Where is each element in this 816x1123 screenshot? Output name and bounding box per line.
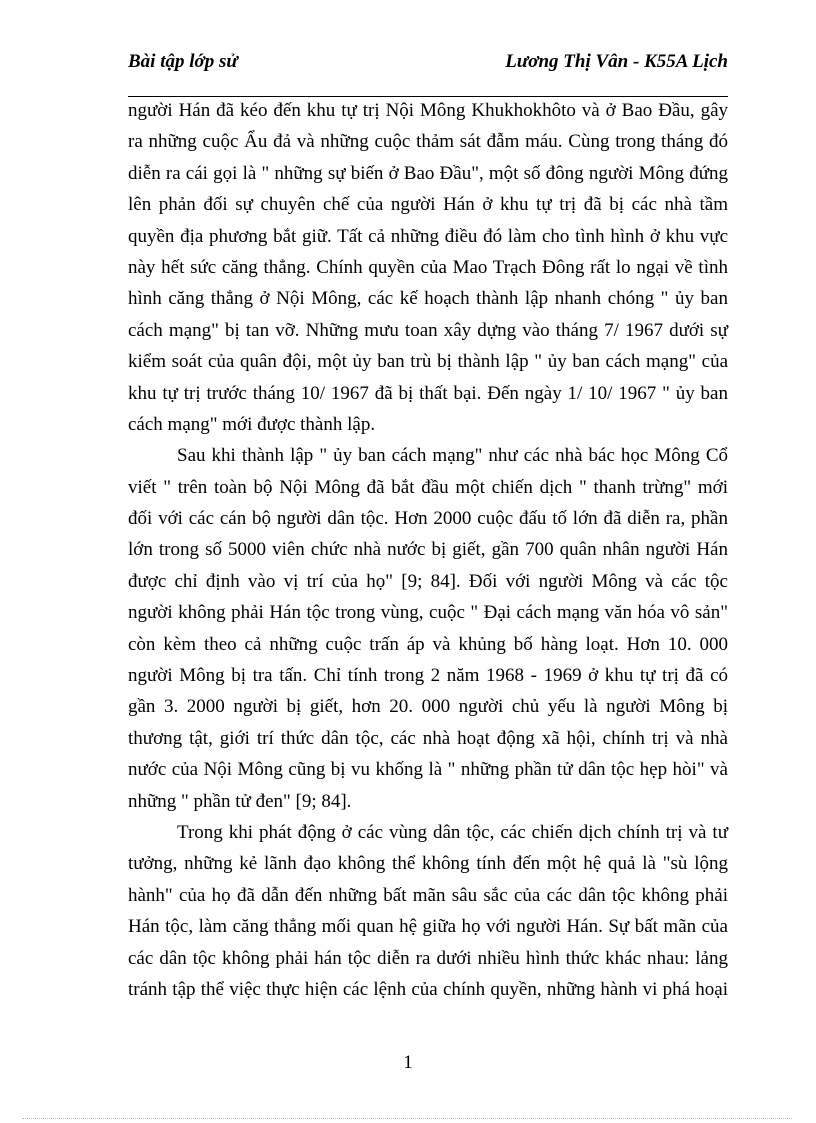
text-line: diễn ra cái gọi là " những sự biến ở Bao Đầu", một số đông người Mông đứng bbox=[128, 162, 728, 184]
text-line: tưởng, những kẻ lãnh đạo không thể không tính đến một hệ quả là "sù lộng bbox=[128, 853, 728, 875]
text-line: lớn trong số 5000 viên chức nhà nước bị giết, gần 700 quân nhân người Hán bbox=[128, 539, 728, 561]
text-line: người Mông bị tra tấn. Chỉ tính trong 2 năm 1968 - 1969 ở khu tự trị đã có bbox=[128, 665, 728, 687]
paragraph-first-line: Trong khi phát động ở các vùng dân tộc, các chiến dịch chính trị và tư bbox=[177, 821, 728, 843]
body-text bbox=[128, 95, 728, 1005]
text-line: những " phần tử đen" [9; 84]. bbox=[128, 790, 352, 812]
page-bottom-divider bbox=[22, 1118, 792, 1119]
text-line: khu tự trị trước tháng 10/ 1967 đã bị thất bại. Đến ngày 1/ 10/ 1967 " ủy ban bbox=[128, 382, 728, 404]
text-line: được chỉ định vào vị trí của họ" [9; 84]. Đối với người Mông và các tộc bbox=[128, 570, 728, 592]
text-line: còn kèm theo cả những cuộc trấn áp và khủng bố hàng loạt. Hơn 10. 000 bbox=[128, 633, 728, 655]
text-line: người Hán đã kéo đến khu tự trị Nội Mông Khukhokhôto và ở Bao Đầu, gây bbox=[128, 100, 728, 121]
text-line: đối với các cán bộ người dân tộc. Hơn 2000 cuộc đấu tố lớn đã diễn ra, phần bbox=[128, 508, 728, 530]
paragraph-first-line: Sau khi thành lập " ủy ban cách mạng" như các nhà bác học Mông Cổ bbox=[177, 445, 728, 467]
text-line: hành" của họ đã dẫn đến những bất mãn sâu sắc của các dân tộc không phải bbox=[128, 884, 728, 906]
header-right-text: Lương Thị Vân - K55A Lịch bbox=[505, 51, 728, 72]
text-line: viết " trên toàn bộ Nội Mông đã bắt đầu một chiến dịch " thanh trừng" mới bbox=[128, 476, 728, 498]
text-line: kiểm soát của quân đội, một ủy ban trù bị thành lập " ủy ban cách mạng" của bbox=[128, 351, 728, 373]
text-line: gần 3. 2000 người bị giết, hơn 20. 000 người chủ yếu là người Mông bị bbox=[128, 696, 728, 718]
header-left-text: Bài tập lớp sử bbox=[128, 51, 238, 72]
text-line: ra những cuộc Ẩu đả và những cuộc thảm sát đẫm máu. Cùng trong tháng đó bbox=[128, 131, 728, 153]
text-line: quyền địa phương bắt giữ. Tất cả những điều đó làm cho tình hình ở khu vực bbox=[128, 225, 728, 247]
text-line: Hán tộc, làm căng thẳng mối quan hệ giữa họ với người Hán. Sự bất mãn của bbox=[128, 916, 728, 938]
text-line: hình căng thẳng ở Nội Mông, các kế hoạch thành lập nhanh chóng " ủy ban bbox=[128, 288, 728, 310]
text-line: cách mạng" bị tan vỡ. Những mưu toan xây dựng vào tháng 7/ 1967 dưới sự bbox=[128, 319, 728, 341]
page-number: 1 bbox=[403, 1052, 413, 1073]
text-line: lên phản đối sự chuyên chế của người Hán ở khu tự trị đã bị các nhà tầm bbox=[128, 194, 728, 216]
text-line: thương tật, giới trí thức dân tộc, các nhà hoạt động xã hội, chính trị và nhà bbox=[128, 727, 728, 749]
text-line: người không phải Hán tộc trong vùng, cuộc " Đại cách mạng văn hóa vô sản" bbox=[128, 602, 728, 624]
text-line: nước của Nội Mông cũng bị vu khống là " những phần tử dân tộc hẹp hòi" và bbox=[128, 759, 728, 781]
page-header bbox=[128, 48, 728, 97]
text-line: tránh tập thể việc thực hiện các lệnh của chính quyền, những hành vi phá hoại bbox=[128, 978, 728, 1000]
text-line: các dân tộc không phải hán tộc diễn ra dưới nhiều hình thức khác nhau: lảng bbox=[128, 947, 728, 969]
text-line: cách mạng" mới được thành lập. bbox=[128, 413, 376, 435]
text-line: này hết sức căng thẳng. Chính quyền của Mao Trạch Đông rất lo ngại về tình bbox=[128, 256, 728, 278]
